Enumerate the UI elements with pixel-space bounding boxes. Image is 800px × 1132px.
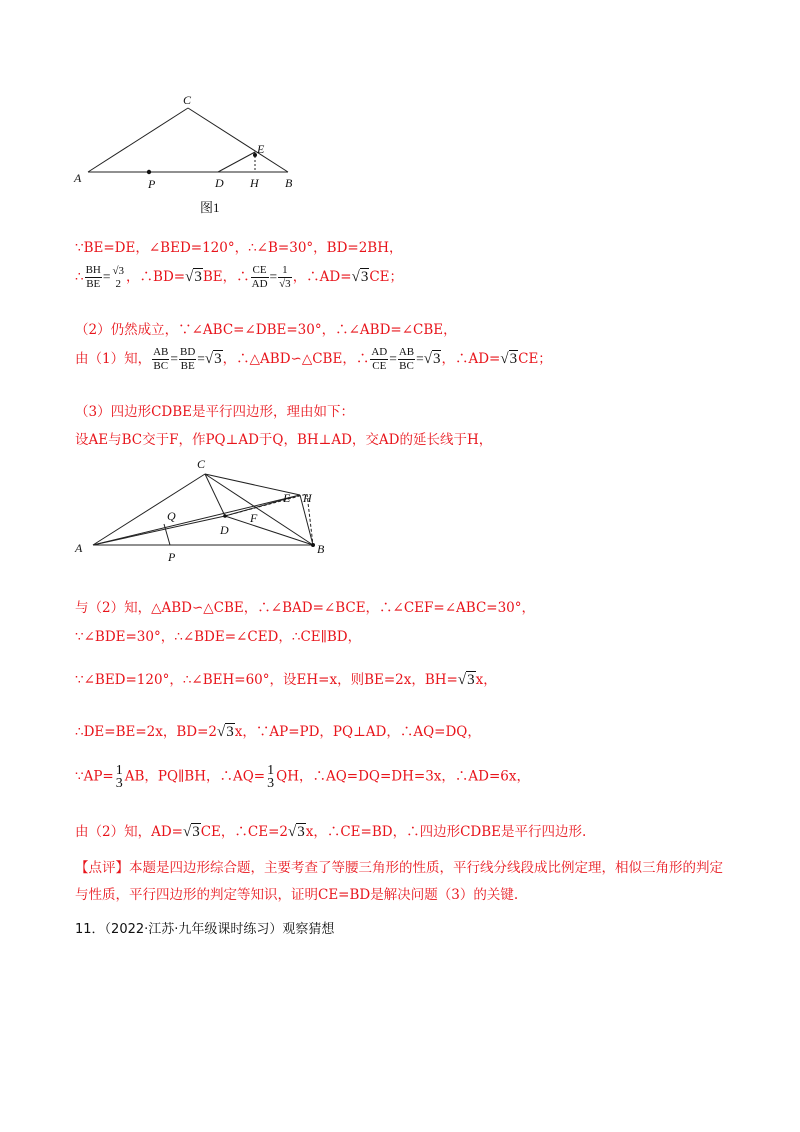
figure-1 <box>60 90 320 220</box>
label-h: H <box>250 176 259 190</box>
solution-line-4: 由（1）知， $\frac{AB}{BC}$ = $\frac{BD}{BE}$ =√3，∴△ABD∽△CBE，∴ $\frac{AD}{CE}$ = $\frac{AB}{BC}$ =√3，∴AD=√3CE； <box>75 346 552 372</box>
solution-line-7: 与（2）知，△ABD∽△CBE，∴∠BAD=∠BCE，∴∠CEF=∠ABC=30°， <box>75 600 536 616</box>
solution-line-8: ∵∠BDE=30°，∴∠BDE=∠CED，∴CE∥BD， <box>75 629 362 645</box>
label-c: C <box>197 457 206 471</box>
segment-ac <box>88 108 188 172</box>
solution-line-1: ∵BE=DE，∠BED=120°，∴∠B=30°，BD=2BH， <box>75 240 403 256</box>
figure-caption: 图1 <box>200 200 220 215</box>
label-p: P <box>168 550 176 564</box>
segment-ad <box>93 516 225 545</box>
review-paragraph: 【点评】本题是四边形综合题，主要考查了等腰三角形的性质，平行线分线段成比例定理，相似三角形的判定与性质，平行四边形的判定等知识，证明CE=BD是解决问题（3）的关键. <box>75 860 723 903</box>
solution-line-6: 设AE与BC交于F，作PQ⊥AD于Q，BH⊥AD，交AD的延长线于H， <box>75 432 493 448</box>
label-e: E <box>257 142 265 156</box>
label-h: H <box>303 491 312 505</box>
label-d: D <box>220 523 229 537</box>
segment-ae <box>93 495 300 545</box>
label-b: B <box>317 542 325 556</box>
segment-cb <box>188 108 288 172</box>
label-f: F <box>250 511 258 525</box>
segment-db <box>225 516 313 545</box>
solution-line-9: ∵∠BED=120°，∴∠BEH=60°，设EH=x，则BE=2x，BH=√3x， <box>75 672 497 688</box>
segment-ac <box>93 474 205 545</box>
segment-dh <box>225 494 307 516</box>
point-d <box>223 514 227 518</box>
solution-line-10: ∴DE=BE=2x，BD=2√3x，∵AP=PD，PQ⊥AD，∴AQ=DQ， <box>75 724 481 740</box>
solution-line-5: （3）四边形CDBE是平行四边形，理由如下： <box>75 404 355 420</box>
label-b: B <box>285 176 293 190</box>
figure-2 <box>60 450 360 570</box>
point-b <box>311 543 315 547</box>
label-d: D <box>215 176 224 190</box>
segment-de <box>218 152 255 172</box>
label-a: A <box>75 541 83 555</box>
label-c: C <box>183 93 192 107</box>
solution-line-12: 由（2）知，AD=√3CE，∴CE=2√3x，∴CE=BD，∴四边形CDBE是平行四边形. <box>75 824 587 840</box>
label-q: Q <box>167 509 176 523</box>
label-e: E <box>283 491 291 505</box>
solution-line-3: （2）仍然成立，∵∠ABC=∠DBE=30°，∴∠ABD=∠CBE， <box>75 322 457 338</box>
label-p: P <box>148 177 156 191</box>
problem-11-heading: 11．（2022·江苏·九年级课时练习）观察猜想 <box>75 922 335 937</box>
point-p <box>147 170 151 174</box>
label-a: A <box>74 171 82 185</box>
solution-line-2: ∴ $\frac{BH}{BE}$ = √3 2 ，∴BD=√3BE，∴ $\frac{CE}{AD}$ = $\frac{1}{√3}$ ，∴AD=√3CE； <box>75 264 403 290</box>
solution-line-11: ∵AP= 1 3 AB，PQ∥BH，∴AQ= 1 3 QH，∴AQ=DQ=DH=3x，∴AD=6x， <box>75 763 530 791</box>
